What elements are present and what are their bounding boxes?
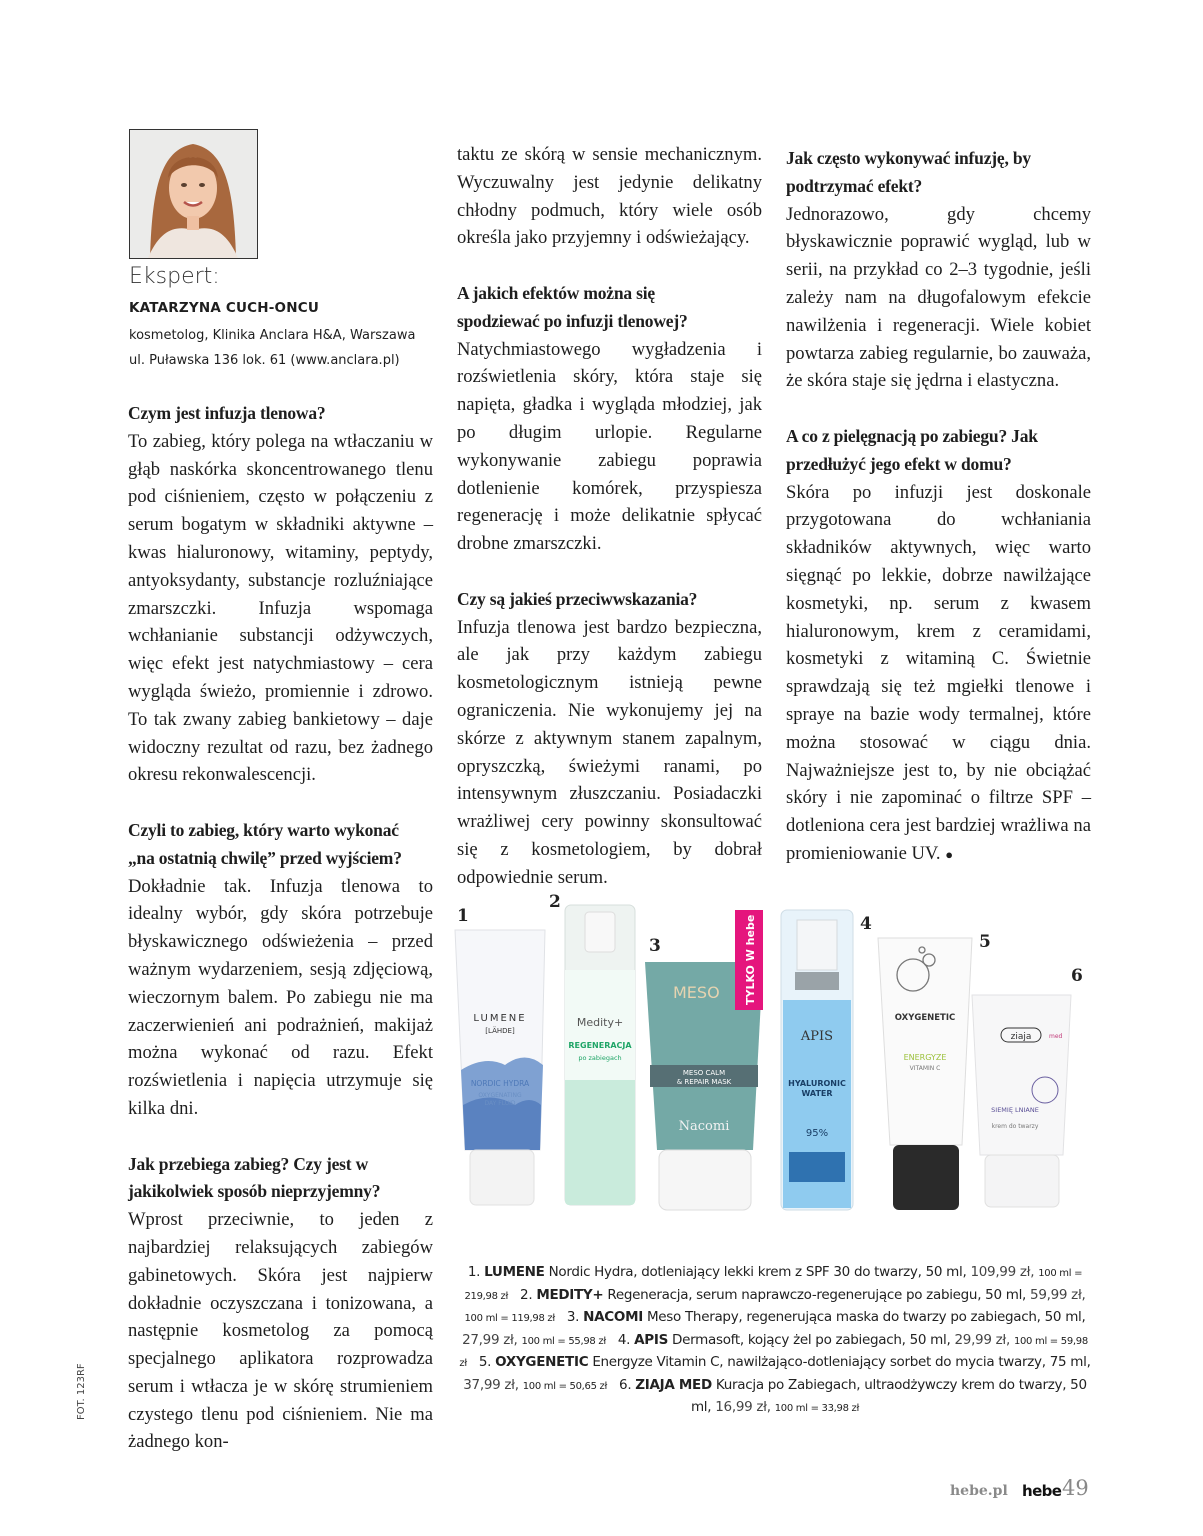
section-body: Dokładnie tak. Infuzja tlenowa to idealny wybór, gdy skóra potrzebuje błyskawicznego odświeżenia – przed ważnym wydarzeniem, sesją zdjęciową, wieczornym balem. Po zabiegu nie ma zaczerwienień ani podrażnień, makijaż można wykonać od razu. Efekt rozświetlenia i napięcia utrzymuje się kilka dni. — [128, 875, 433, 1119]
product-4-apis-mist — [781, 910, 853, 1210]
svg-text:WATER: WATER — [801, 1089, 833, 1098]
caption-desc: Dermasoft, kojący żel po zabiegach, 50 ml, — [672, 1331, 951, 1348]
caption-price: 29,99 zł, — [954, 1331, 1010, 1348]
caption-price: 27,99 zł, — [462, 1331, 518, 1348]
caption-price: 16,99 zł, — [715, 1399, 771, 1415]
product-1-lumene-tube — [455, 930, 545, 1205]
product-number: 6 — [1071, 966, 1083, 986]
section-heading: A co z pielęgnacją po zabiegu? Jak przedłużyć jego efekt w domu? — [786, 425, 1038, 474]
product-number: 5 — [979, 932, 991, 952]
svg-text:ENERGYZE: ENERGYZE — [903, 1053, 947, 1062]
caption-unit-price: 100 ml = 219,98 zł — [464, 1268, 1083, 1302]
article-column-2 — [457, 141, 762, 892]
svg-text:MESO CALM: MESO CALM — [682, 1069, 726, 1077]
caption-unit-price: 100 ml = 55,98 zł — [521, 1335, 606, 1347]
product-number: 1 — [457, 906, 469, 926]
caption-brand: NACOMI — [583, 1309, 643, 1325]
caption-desc: Nordic Hydra, dotleniający lekki krem z SPF 30 do twarzy, 50 ml, — [548, 1264, 967, 1280]
caption-desc: Meso Therapy, regenerująca maska do twarzy po zabiegach, 50 ml, — [646, 1309, 1086, 1325]
caption-num: 3 — [566, 1309, 576, 1325]
caption-brand: MEDITY+ — [536, 1286, 604, 1303]
svg-text:APIS: APIS — [800, 1029, 834, 1044]
caption-num: 5 — [478, 1354, 488, 1370]
svg-text:& REPAIR MASK: & REPAIR MASK — [676, 1078, 732, 1086]
svg-text:ziaja: ziaja — [1010, 1032, 1032, 1042]
product-5-oxygenetic-tube — [878, 938, 972, 1210]
products-caption: 1. LUMENE Nordic Hydra, dotleniający lekki krem z SPF 30 do twarzy, 50 ml, 109,99 zł, 100 ml = 219,98 zł 2. MEDITY+ Regeneracja, serum naprawczo-regenerujące po zabiegu, 50 ml, 59,99 zł, 100 ml = 119,98 zł 3. NACOMI Meso Therapy, regenerująca maska do twarzy po zabiegach, 50 ml, 27,99 zł, 100 ml = 55,98 zł 4. APIS Dermasoft, kojący żel po zabiegach, 50 ml, 29,99 zł, 100 ml = 59,98 zł 5. OXYGENETIC Energyze Vitamin C, nawilżająco-dotleniający sorbet do mycia twarzy, 75 ml, 37,99 zł, 100 ml = 50,65 zł 6. ZIAJA MED Kuracja po Zabiegach, ultraodżywczy krem do twarzy, 50 ml, 16,99 zł, 100 ml = 33,98 zł — [459, 1264, 1091, 1415]
product-number: 4 — [860, 914, 872, 934]
expert-role: kosmetolog, Klinika Anclara H&A, Warszawa — [129, 328, 416, 343]
svg-text:Nacomi: Nacomi — [678, 1119, 730, 1134]
caption-desc: Kuracja po Zabiegach, ultraodżywczy krem do twarzy, 50 ml, — [690, 1376, 1087, 1415]
expert-name: KATARZYNA CUCH-ONCU — [129, 300, 319, 316]
caption-desc: Energyze Vitamin C, nawilżająco-dotleniający sorbet do mycia twarzy, 75 ml, — [592, 1354, 1091, 1370]
caption-unit-price: 100 ml = 50,65 zł — [522, 1380, 608, 1392]
svg-text:TYLKO W hebe: TYLKO W hebe — [744, 914, 757, 1005]
caption-brand: LUMENE — [484, 1264, 545, 1280]
caption-brand: ZIAJA MED — [635, 1376, 712, 1393]
svg-text:REGENERACJA: REGENERACJA — [568, 1041, 632, 1050]
expert-label: Ekspert: — [129, 264, 220, 289]
end-mark-icon: ● — [945, 846, 954, 862]
section-heading: Czy są jakieś przeciwwskazania? — [457, 588, 698, 609]
caption-unit-price: 100 ml = 59,98 zł — [459, 1335, 1088, 1369]
caption-num: 4 — [617, 1331, 627, 1348]
svg-text:Medity+: Medity+ — [576, 1016, 624, 1029]
photo-credit: FOT. 123RF — [76, 1363, 87, 1420]
caption-num: 1 — [467, 1264, 477, 1280]
section-heading: Czyli to zabieg, który warto wykonać „na ostatnią chwilę” przed wyjściem? — [128, 819, 402, 868]
caption-price: 109,99 zł, — [970, 1264, 1035, 1280]
footer-brand-logo: hebe — [1022, 1482, 1062, 1500]
svg-text:DAY FLUID: DAY FLUID — [484, 1100, 516, 1107]
caption-brand: OXYGENETIC — [495, 1354, 589, 1370]
section-body: Infuzja tlenowa jest bardzo bezpieczna, ale jak przy każdym zabiegu kosmetologicznym istnieją pewne ograniczenia. Nie wykonujemy jej na skórze z aktywnym stanem zapalnym, opryszczką, świeżymi ranami, po intensywnym złuszczaniu. Posiadaczki wrażliwej cery powinny skonsultować się z kosmetologiem, by dobrał odpowiednie serum. — [457, 616, 762, 888]
svg-text:med: med — [1049, 1033, 1063, 1040]
svg-text:SIEMIĘ LNIANE: SIEMIĘ LNIANE — [991, 1106, 1039, 1114]
caption-price: 59,99 zł, — [1030, 1286, 1086, 1303]
caption-num: 6 — [619, 1376, 628, 1393]
svg-text:krem do twarzy: krem do twarzy — [991, 1123, 1039, 1130]
section-body: Jednorazowo, gdy chcemy błyskawicznie poprawić wygląd, lub w serii, na przykład co 2–3 tygodnie, jeśli zależy nam na długofalowym efekcie nawilżenia i regeneracji. Wiele kobiet powtarza zabieg regularnie, bo zauważa, że skóra staje się jędrna i elastyczna. — [786, 203, 1091, 392]
svg-text:MESO: MESO — [673, 983, 720, 1002]
caption-num: 2 — [520, 1286, 529, 1303]
section-body — [786, 479, 1091, 869]
svg-text:HYALURONIC: HYALURONIC — [788, 1079, 846, 1088]
article-column-1 — [128, 400, 433, 1456]
caption-unit-price: 100 ml = 119,98 zł — [464, 1313, 555, 1324]
article-column-3 — [786, 145, 1091, 869]
svg-text:[LÄHDE]: [LÄHDE] — [485, 1027, 515, 1035]
svg-text:95%: 95% — [805, 1128, 829, 1139]
section-heading: A jakich efektów można się spodziewać po infuzji tlenowej? — [457, 282, 688, 331]
caption-unit-price: 100 ml = 33,98 zł — [774, 1403, 860, 1414]
caption-desc: Regeneracja, serum naprawczo-regenerujące po zabiegu, 50 ml, — [607, 1286, 1027, 1303]
products-illustration — [445, 890, 1095, 1260]
tylko-w-hebe-badge — [735, 910, 763, 1010]
section-body: Wprost przeciwnie, to jeden z najbardziej relaksujących zabiegów gabinetowych. Skóra jest najpierw dokładnie oczyszczana i tonizowana, a następnie kosmetolog za pomocą specjalnego aplikatora rozprowadza serum i wtłacza je w skórę strumieniem czystego tlenu pod ciśnieniem. Nie ma żadnego kon- — [128, 1209, 433, 1453]
section-heading: Jak często wykonywać infuzję, by podtrzymać efekt? — [786, 148, 1031, 196]
page-number: 49 — [1062, 1476, 1089, 1500]
svg-text:LUMENE: LUMENE — [473, 1013, 527, 1024]
product-2-medity-bottle — [565, 905, 635, 1205]
section-body-text: Skóra po infuzji jest doskonale przygotowana do wchłaniania składników aktywnych, więc warto sięgnąć po lekkie, dobrze nawilżające kosmetyki, np. serum z kwasem hialuronowym, krem z ceramidami, kosmetyki z witaminą C. Świetnie sprawdzają się też mgiełki tlenowe i spraye na bazie wody termalnej, które można stosować w ciągu dnia. Najważniejsze jest to, by nie obciążać skóry i nie zapominać o filtrze SPF – dotleniona cera jest bardziej wrażliwa na promieniowanie UV. — [786, 481, 1091, 864]
product-number: 2 — [549, 892, 561, 912]
expert-portrait — [129, 129, 258, 259]
svg-text:OXYGENETIC: OXYGENETIC — [894, 1013, 956, 1023]
section-body: To zabieg, który polega na wtłaczaniu w głąb naskórka skoncentrowanego tlenu pod ciśnieniem, często w połączeniu z serum bogatym w składniki aktywne – kwas hialuronowy, witaminy, peptydy, antyoksydanty, substancje rozluźniające zmarszczki. Infuzja wspomaga wchłanianie substancji odżywczych, więc efekt jest natychmiastowy – cera wygląda świeżo, promiennie i zdrowo. To tak zwany zabieg bankietowy – daje widoczny rezultat od razu, bez żadnego okresu rekonwalescencji. — [128, 430, 433, 786]
svg-text:VITAMIN C: VITAMIN C — [909, 1065, 941, 1072]
footer-website: hebe.pl — [950, 1483, 1008, 1499]
expert-address: ul. Puławska 136 lok. 61 (www.anclara.pl) — [129, 353, 400, 368]
svg-text:po zabiegach: po zabiegach — [578, 1054, 622, 1062]
caption-price: 37,99 zł, — [463, 1376, 519, 1393]
section-body: taktu ze skórą w sensie mechanicznym. Wyczuwalny jest jedynie delikatny chłodny podmuch, który wiele osób określa jako przyjemny i odświeżający. — [457, 144, 762, 249]
section-heading: Czym jest infuzja tlenowa? — [128, 403, 326, 423]
products-photo — [445, 890, 1095, 1260]
portrait-image — [130, 130, 257, 258]
caption-brand: APIS — [634, 1331, 669, 1348]
section-heading: Jak przebiega zabieg? Czy jest w jakikolwiek sposób nieprzyjemny? — [128, 1153, 381, 1202]
svg-text:NORDIC HYDRA: NORDIC HYDRA — [470, 1079, 530, 1088]
product-number: 3 — [649, 936, 661, 956]
svg-text:OXYGENATING: OXYGENATING — [478, 1092, 522, 1099]
product-6-ziaja-tube — [972, 995, 1071, 1207]
section-body: Natychmiastowego wygładzenia i rozświetlenia skóry, która staje się napięta, gładka i wygląda młodziej, jak po długim urlopie. Regularne wykonywanie zabiegu poprawia dotlenienie komórek, przyspiesza regenerację i może delikatnie spłycać drobne zmarszczki. — [457, 338, 762, 555]
